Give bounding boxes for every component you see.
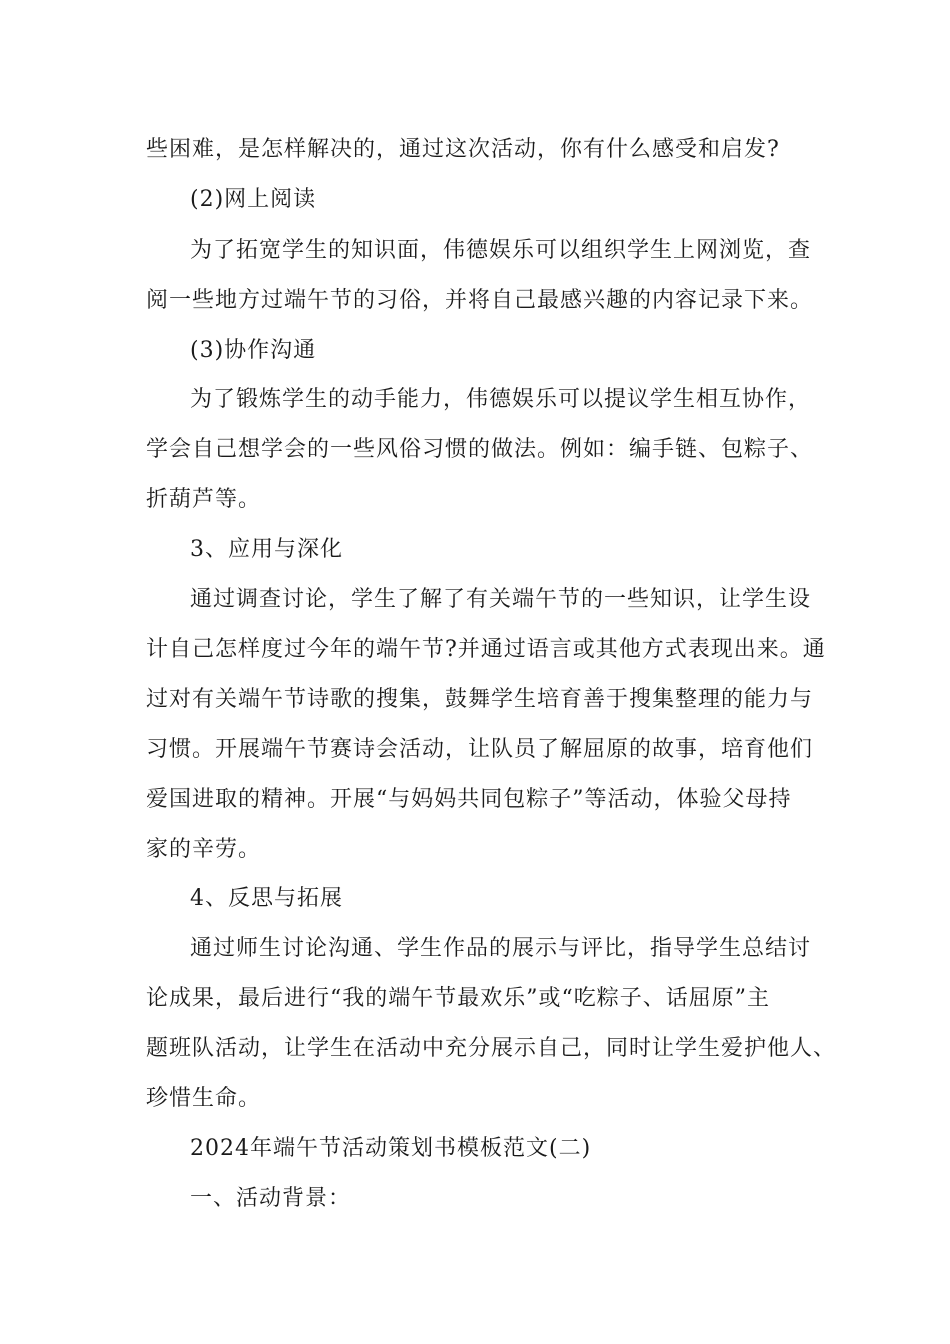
paragraph-line: 学会自己想学会的一些风俗习惯的做法。例如：编手链、包粽子、	[146, 437, 814, 462]
paragraph-line: 折葫芦等。	[146, 487, 262, 512]
paragraph-line: 珍惜生命。	[146, 1086, 262, 1111]
paragraph-line: 家的辛劳。	[146, 837, 262, 862]
paragraph-line: 为了拓宽学生的知识面，伟德娱乐可以组织学生上网浏览，查	[190, 238, 812, 263]
section-heading: 3、应用与深化	[190, 537, 343, 562]
section-heading: 4、反思与拓展	[190, 886, 343, 911]
paragraph-line: 些困难，是怎样解决的，通过这次活动，你有什么感受和启发?	[146, 137, 780, 162]
paragraph-line: 计自己怎样度过今年的端午节?并通过语言或其他方式表现出来。通	[146, 637, 826, 662]
document-title: 2024年端午节活动策划书模板范文(二)	[190, 1136, 592, 1161]
paragraph-line: 为了锻炼学生的动手能力，伟德娱乐可以提议学生相互协作，	[190, 387, 812, 412]
paragraph-line: 阅一些地方过端午节的习俗，并将自己最感兴趣的内容记录下来。	[146, 288, 814, 313]
paragraph-line: 通过调查讨论，学生了解了有关端午节的一些知识，让学生设	[190, 587, 812, 612]
paragraph-line: 爱国进取的精神。开展“与妈妈共同包粽子”等活动，体验父母持	[146, 787, 792, 812]
section-heading: (3)协作沟通	[190, 338, 317, 363]
section-heading: 一、活动背景：	[190, 1186, 352, 1211]
paragraph-line: 通过师生讨论沟通、学生作品的展示与评比，指导学生总结讨	[190, 936, 812, 961]
paragraph-line: 习惯。开展端午节赛诗会活动，让队员了解屈原的故事，培育他们	[146, 737, 814, 762]
paragraph-line: 论成果，最后进行“我的端午节最欢乐”或“吃粽子、话屈原”主	[146, 986, 770, 1011]
section-heading: (2)网上阅读	[190, 187, 317, 212]
paragraph-line: 题班队活动，让学生在活动中充分展示自己，同时让学生爱护他人、	[146, 1036, 837, 1061]
paragraph-line: 过对有关端午节诗歌的搜集，鼓舞学生培育善于搜集整理的能力与	[146, 687, 814, 712]
